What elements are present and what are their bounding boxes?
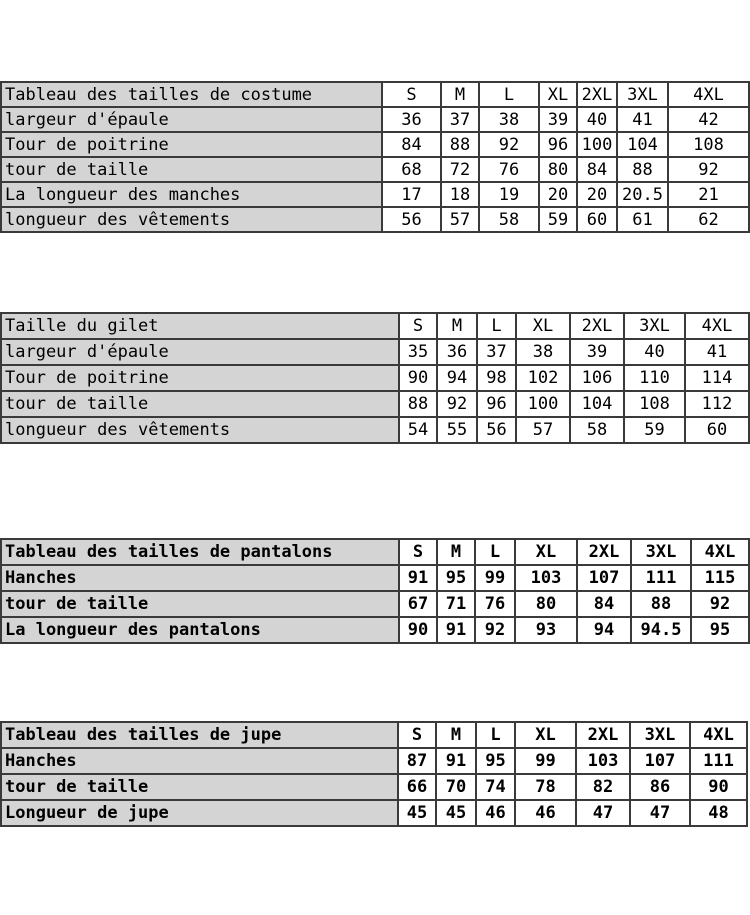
table-cell: 59	[539, 207, 577, 232]
table-cell: 87	[398, 748, 436, 774]
table-cell: 92	[668, 157, 749, 182]
row-label: longueur des vêtements	[1, 207, 382, 232]
column-header: M	[436, 722, 476, 748]
table-cell: 70	[436, 774, 476, 800]
table-cell: 115	[691, 565, 749, 591]
table-cell: 37	[477, 339, 516, 365]
table-cell: 99	[475, 565, 515, 591]
table-title: Taille du gilet	[1, 313, 399, 339]
table-cell: 60	[685, 417, 749, 443]
column-header: 2XL	[577, 539, 631, 565]
column-header: XL	[539, 82, 577, 107]
table-cell: 80	[515, 591, 577, 617]
column-header: 2XL	[576, 722, 630, 748]
table-cell: 103	[576, 748, 630, 774]
table-cell: 41	[685, 339, 749, 365]
table-row	[1, 107, 749, 132]
table-cell: 90	[690, 774, 747, 800]
table-cell: 45	[398, 800, 436, 826]
table-cell: 94.5	[631, 617, 691, 643]
column-header: M	[437, 539, 475, 565]
table-cell: 88	[631, 591, 691, 617]
table-cell: 80	[539, 157, 577, 182]
table-cell: 106	[570, 365, 624, 391]
table-cell: 107	[577, 565, 631, 591]
costume-size-table	[0, 81, 750, 233]
table-cell: 56	[477, 417, 516, 443]
table-cell: 57	[516, 417, 570, 443]
table-cell: 47	[630, 800, 690, 826]
table-row	[1, 748, 747, 774]
table-cell: 102	[516, 365, 570, 391]
table-cell: 40	[624, 339, 685, 365]
table-cell: 94	[577, 617, 631, 643]
column-header: 3XL	[624, 313, 685, 339]
column-header: L	[479, 82, 539, 107]
column-header: 3XL	[630, 722, 690, 748]
table-cell: 62	[668, 207, 749, 232]
table-cell: 86	[630, 774, 690, 800]
table-cell: 76	[475, 591, 515, 617]
table-cell: 46	[515, 800, 576, 826]
column-header: 2XL	[577, 82, 617, 107]
table-cell: 92	[437, 391, 477, 417]
column-header: XL	[515, 722, 576, 748]
table-cell: 88	[399, 391, 437, 417]
table-cell: 58	[570, 417, 624, 443]
table-cell: 98	[477, 365, 516, 391]
pantalons-size-table	[0, 538, 750, 644]
table-cell: 38	[516, 339, 570, 365]
table-cell: 103	[515, 565, 577, 591]
gilet-size-table	[0, 312, 750, 444]
table-cell: 96	[477, 391, 516, 417]
column-header: 4XL	[691, 539, 749, 565]
column-header: L	[475, 539, 515, 565]
table-cell: 18	[441, 182, 479, 207]
table-cell: 54	[399, 417, 437, 443]
table-cell: 95	[691, 617, 749, 643]
table-cell: 88	[617, 157, 668, 182]
column-header: 2XL	[570, 313, 624, 339]
column-header: L	[476, 722, 515, 748]
table-cell: 42	[668, 107, 749, 132]
table-cell: 56	[382, 207, 441, 232]
table-cell: 39	[539, 107, 577, 132]
table-cell: 92	[691, 591, 749, 617]
table-cell: 20	[577, 182, 617, 207]
table-cell: 114	[685, 365, 749, 391]
table-cell: 40	[577, 107, 617, 132]
column-header: XL	[515, 539, 577, 565]
table-cell: 112	[685, 391, 749, 417]
table-row	[1, 617, 749, 643]
column-header: S	[398, 722, 436, 748]
table-cell: 104	[570, 391, 624, 417]
table-cell: 107	[630, 748, 690, 774]
table-cell: 110	[624, 365, 685, 391]
table-cell: 100	[577, 132, 617, 157]
table-cell: 57	[441, 207, 479, 232]
column-header: M	[441, 82, 479, 107]
table-cell: 84	[577, 157, 617, 182]
table-cell: 67	[399, 591, 437, 617]
table-cell: 55	[437, 417, 477, 443]
table-cell: 39	[570, 339, 624, 365]
table-cell: 19	[479, 182, 539, 207]
column-header: 4XL	[690, 722, 747, 748]
column-header: L	[477, 313, 516, 339]
table-cell: 47	[576, 800, 630, 826]
row-label: largeur d'épaule	[1, 339, 399, 365]
table-title: Tableau des tailles de pantalons	[1, 539, 399, 565]
table-header-row	[1, 722, 747, 748]
row-label: tour de taille	[1, 391, 399, 417]
table-cell: 45	[436, 800, 476, 826]
table-cell: 108	[624, 391, 685, 417]
table-cell: 91	[436, 748, 476, 774]
table-cell: 96	[539, 132, 577, 157]
table-cell: 38	[479, 107, 539, 132]
table-cell: 99	[515, 748, 576, 774]
table-cell: 17	[382, 182, 441, 207]
table-cell: 71	[437, 591, 475, 617]
table-row	[1, 182, 749, 207]
row-label: La longueur des pantalons	[1, 617, 399, 643]
table-cell: 68	[382, 157, 441, 182]
column-header: S	[382, 82, 441, 107]
table-cell: 111	[631, 565, 691, 591]
table-cell: 95	[476, 748, 515, 774]
table-cell: 74	[476, 774, 515, 800]
table-cell: 21	[668, 182, 749, 207]
table-row	[1, 339, 749, 365]
table-cell: 20.5	[617, 182, 668, 207]
table-cell: 91	[437, 617, 475, 643]
table-cell: 108	[668, 132, 749, 157]
table-cell: 36	[437, 339, 477, 365]
table-header-row	[1, 82, 749, 107]
column-header: M	[437, 313, 477, 339]
table-cell: 104	[617, 132, 668, 157]
table-cell: 59	[624, 417, 685, 443]
table-cell: 58	[479, 207, 539, 232]
row-label: Tour de poitrine	[1, 132, 382, 157]
table-cell: 61	[617, 207, 668, 232]
table-cell: 93	[515, 617, 577, 643]
row-label: longueur des vêtements	[1, 417, 399, 443]
table-row	[1, 565, 749, 591]
table-cell: 20	[539, 182, 577, 207]
table-cell: 92	[479, 132, 539, 157]
table-cell: 72	[441, 157, 479, 182]
table-row	[1, 800, 747, 826]
column-header: 4XL	[668, 82, 749, 107]
column-header: 3XL	[617, 82, 668, 107]
row-label: tour de taille	[1, 774, 398, 800]
row-label: tour de taille	[1, 591, 399, 617]
table-row	[1, 365, 749, 391]
table-cell: 60	[577, 207, 617, 232]
table-cell: 48	[690, 800, 747, 826]
table-cell: 37	[441, 107, 479, 132]
table-cell: 35	[399, 339, 437, 365]
table-cell: 92	[475, 617, 515, 643]
row-label: Hanches	[1, 748, 398, 774]
table-row	[1, 157, 749, 182]
table-title: Tableau des tailles de jupe	[1, 722, 398, 748]
table-cell: 84	[382, 132, 441, 157]
row-label: Tour de poitrine	[1, 365, 399, 391]
table-title: Tableau des tailles de costume	[1, 82, 382, 107]
row-label: Hanches	[1, 565, 399, 591]
table-header-row	[1, 313, 749, 339]
table-cell: 36	[382, 107, 441, 132]
table-cell: 95	[437, 565, 475, 591]
row-label: Longueur de jupe	[1, 800, 398, 826]
table-cell: 41	[617, 107, 668, 132]
table-row	[1, 417, 749, 443]
table-cell: 90	[399, 365, 437, 391]
table-header-row	[1, 539, 749, 565]
table-row	[1, 774, 747, 800]
table-row	[1, 391, 749, 417]
table-cell: 88	[441, 132, 479, 157]
table-cell: 84	[577, 591, 631, 617]
table-cell: 90	[399, 617, 437, 643]
table-row	[1, 132, 749, 157]
column-header: S	[399, 313, 437, 339]
column-header: XL	[516, 313, 570, 339]
table-row	[1, 207, 749, 232]
table-cell: 76	[479, 157, 539, 182]
row-label: La longueur des manches	[1, 182, 382, 207]
column-header: S	[399, 539, 437, 565]
table-cell: 94	[437, 365, 477, 391]
column-header: 4XL	[685, 313, 749, 339]
column-header: 3XL	[631, 539, 691, 565]
table-row	[1, 591, 749, 617]
jupe-size-table	[0, 721, 748, 827]
table-cell: 100	[516, 391, 570, 417]
table-cell: 66	[398, 774, 436, 800]
table-cell: 82	[576, 774, 630, 800]
table-cell: 91	[399, 565, 437, 591]
row-label: largeur d'épaule	[1, 107, 382, 132]
table-cell: 111	[690, 748, 747, 774]
table-cell: 78	[515, 774, 576, 800]
table-cell: 46	[476, 800, 515, 826]
row-label: tour de taille	[1, 157, 382, 182]
